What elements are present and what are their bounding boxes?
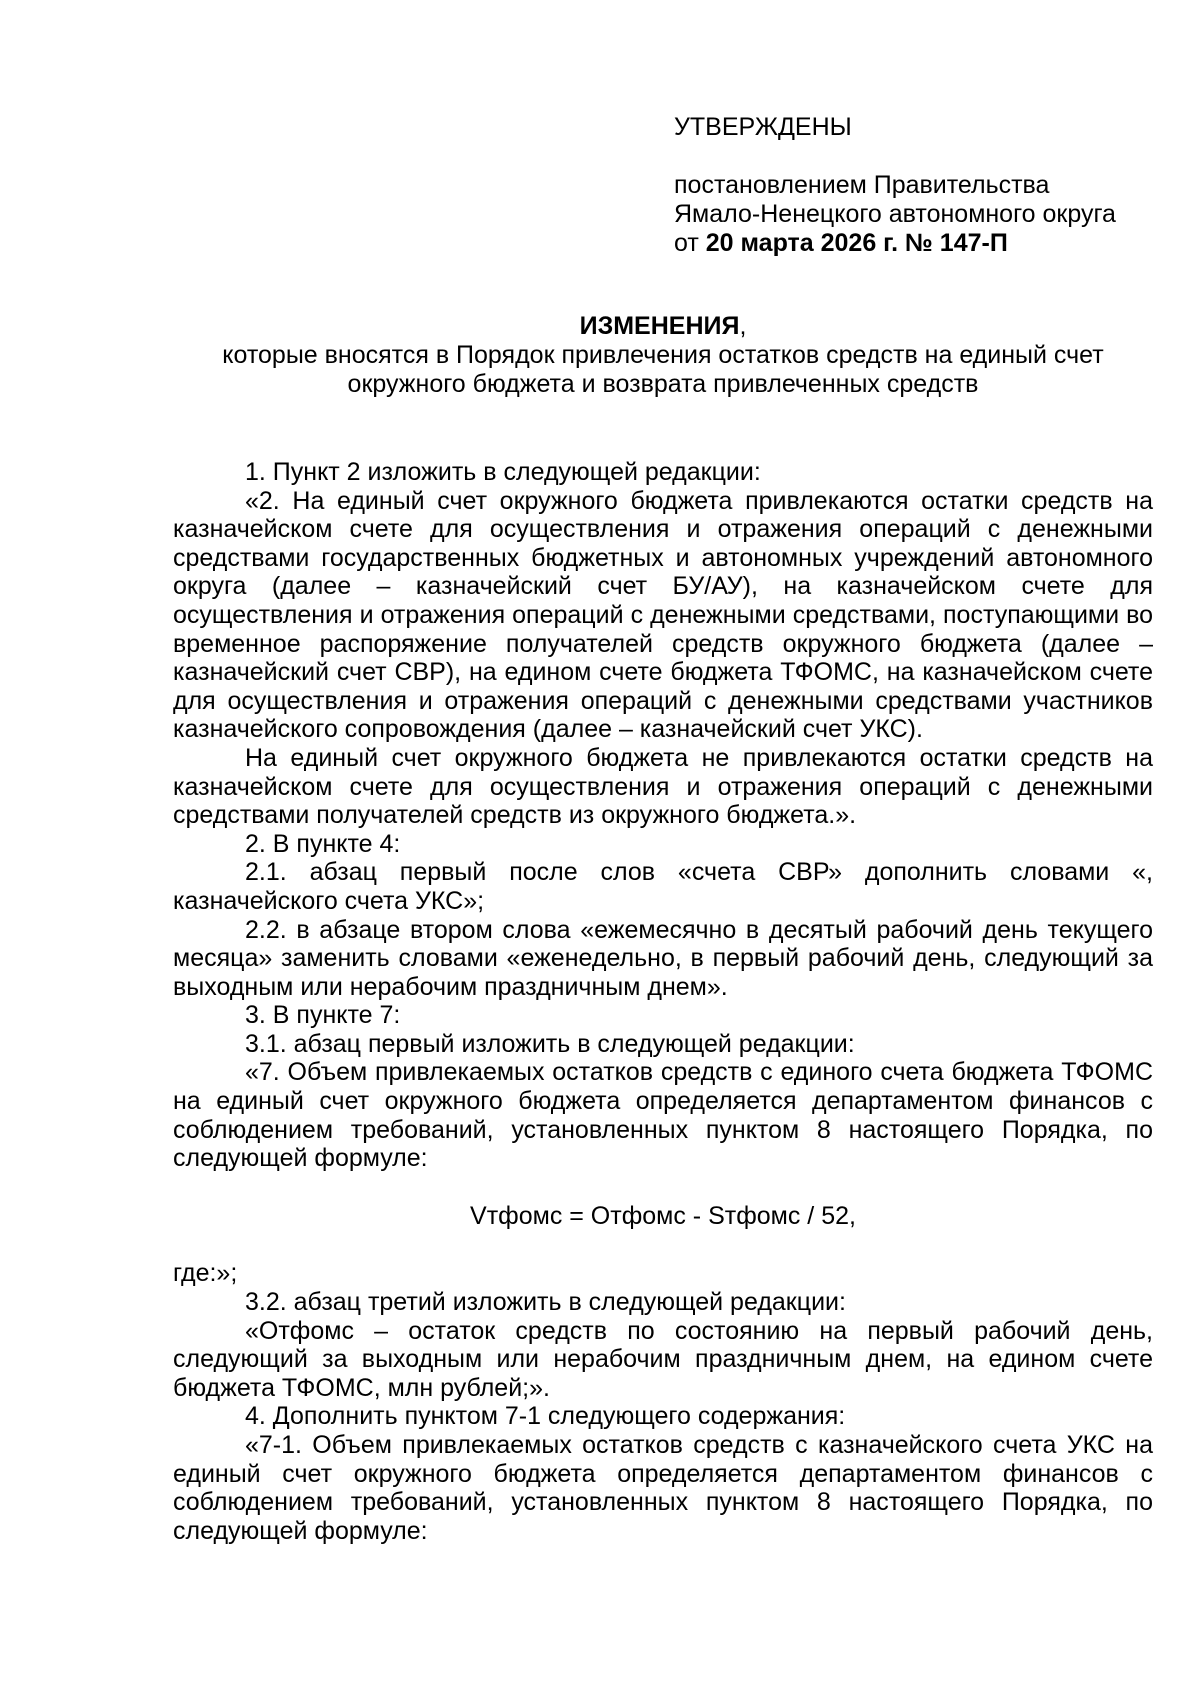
title-main-line [173, 312, 1153, 341]
approval-date-line [674, 229, 1116, 258]
paragraph: На единый счет окружного бюджета не привлекаются остатки средств на казначейском счете для осуществления и отражения операций с денежными средствами получателей средств из окружного бюджета.». [173, 743, 1153, 830]
paragraph: где:»; [173, 1259, 238, 1288]
paragraph: 2. В пункте 4: [245, 829, 401, 858]
paragraph: «2. На единый счет окружного бюджета привлекаются остатки средств на казначейском счете для осуществления и отражения операций с денежными средствами государственных бюджетных и автономных учреждений автономного округа (далее – казначейский счет БУ/АУ), на казначейском счете для осуществления и отражения операций с денежными средствами, поступающими во временное распоряжение получателей средств окружного бюджета (далее – казначейский счет СВР), на едином счете бюджета ТФОМС, на казначейском счете для осуществления и отражения операций с денежными средствами участников казначейского сопровождения (далее – казначейский счет УКС). [173, 486, 1153, 744]
approval-date-number: 20 марта 2026 г. № 147-П [705, 229, 1008, 257]
paragraph: «7-1. Объем привлекаемых остатков средств с казначейского счета УКС на единый счет окружного бюджета определяется департаментом финансов с соблюдением требований, установленных пунктом 8 настоящего Порядка, по следующей формуле: [173, 1431, 1153, 1545]
approval-heading: УТВЕРЖДЕНЫ [674, 113, 852, 141]
approval-line-2: Ямало-Ненецкого автономного округа [674, 200, 1116, 228]
paragraph: 4. Дополнить пунктом 7-1 следующего содержания: [245, 1402, 846, 1431]
approval-block [674, 113, 1116, 258]
paragraph: 3. В пункте 7: [245, 1001, 401, 1030]
paragraph: 2.2. в абзаце втором слова «ежемесячно в десятый рабочий день текущего месяца» заменить словами «еженедельно, в первый рабочий день, следующий за выходным или нерабочим праздничным днем». [173, 915, 1153, 1001]
title-subtitle: которые вносятся в Порядок привлечения остатков средств на единый счет окружного бюджета и возврата привлеченных средств [222, 341, 1104, 398]
title-main-suffix: , [739, 312, 747, 340]
approval-date-prefix: от [674, 229, 699, 257]
document-body [173, 458, 1153, 1545]
paragraph: 3.2. абзац третий изложить в следующей редакции: [245, 1288, 846, 1317]
paragraph: 2.1. абзац первый после слов «счета СВР» дополнить словами «, казначейского счета УКС»; [173, 858, 1153, 915]
paragraph: 1. Пункт 2 изложить в следующей редакции: [245, 458, 761, 486]
paragraph: 3.1. абзац первый изложить в следующей редакции: [245, 1029, 855, 1058]
formula: Vтфомс = Отфомс - Sтфомс / 52, [470, 1201, 856, 1230]
paragraph: «7. Объем привлекаемых остатков средств с единого счета бюджета ТФОМС на единый счет окружного бюджета определяется департаментом финансов с соблюдением требований, установленных пунктом 8 настоящего Порядка, по следующей формуле: [173, 1058, 1153, 1173]
approval-line-1: постановлением Правительства [674, 171, 1050, 199]
document-title [173, 312, 1153, 399]
paragraph: «Отфомс – остаток средств по состоянию на первый рабочий день, следующий за выходным или нерабочим праздничным днем, на едином счете бюджета ТФОМС, млн рублей;». [173, 1316, 1153, 1402]
title-main: ИЗМЕНЕНИЯ [579, 312, 740, 340]
